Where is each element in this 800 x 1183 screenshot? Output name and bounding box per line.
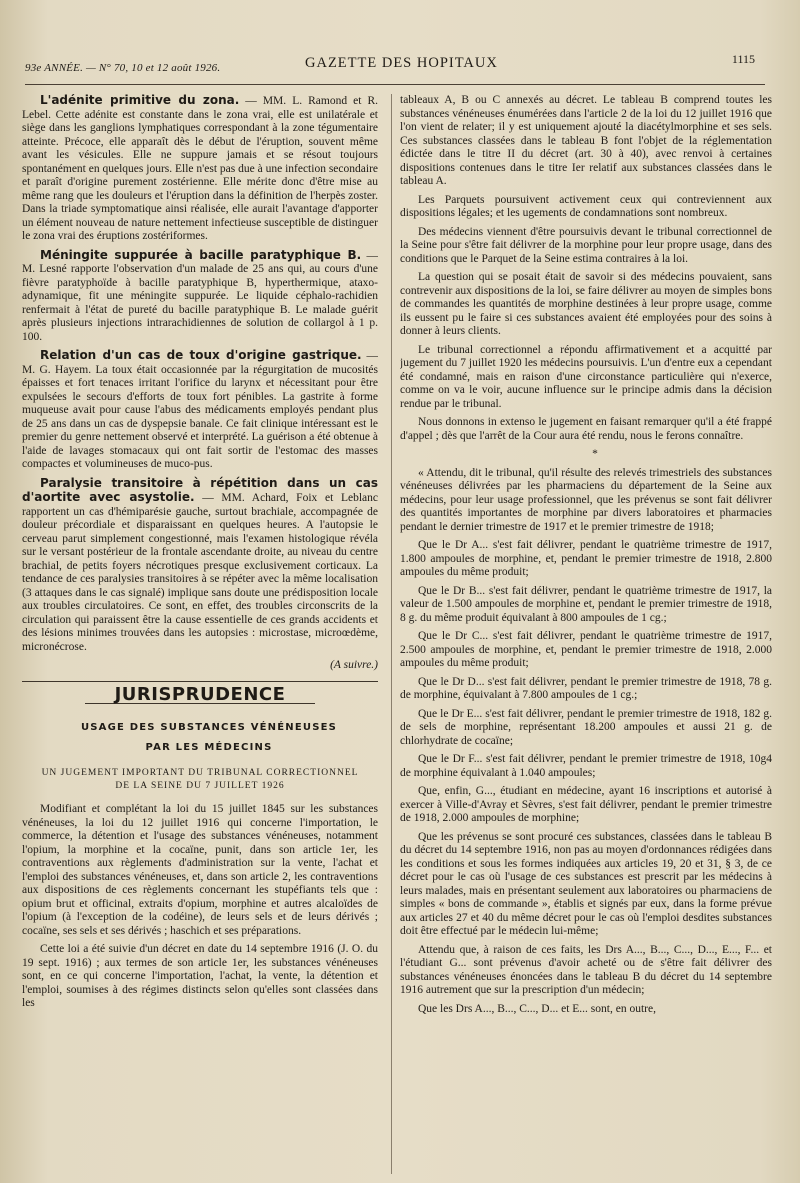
paragraph: Les Parquets poursuivent activement ceux qui contreviennent aux dispositions légales; et les ugements de condamnations sont nombreux. xyxy=(400,193,772,219)
article-paralysie xyxy=(22,477,378,655)
paragraph: Que le Dr C... s'est fait délivrer, pendant le quatrième trimestre de 1917, 2.500 ampoules de morphine, et, pendant le premier trimestre de 1918, 2.000 ampoules du même produit; xyxy=(400,630,772,669)
paragraph: Modifiant et complétant la loi du 15 juillet 1845 sur les substances vénéneuses, la loi du 12 juillet 1916 qui concerne l'importation, le commerce, la détention et l'usage des substances vénéneuses, notamment l'opium, la morphine et la cocaïne, punit, dans son article 1er, les contraventions aux règlements d'administration sur la vente, l'achat et l'emploi des substances vénéneuses, et, dans son article 2, les contraventions aux dispositions de ces règlements concernant les stupéfiants tels que : opium brut et officinal, extraits d'opium, morphine et autres alcaloïdes de l'opium (à l'exception de la codéine), de leurs sels et de leurs dérivés ; cocaïne, ses sels et ses dérivés ; haschich et ses préparations. xyxy=(22,803,378,937)
paragraph: Nous donnons in extenso le jugement en faisant remarquer qu'il a été frappé d'appel ; dès que l'arrêt de la Cour aura été rendu, nous le ferons connaître. xyxy=(400,416,772,442)
left-column xyxy=(22,94,378,1174)
paragraph: « Attendu, dit le tribunal, qu'il résulte des relevés trimestriels des substances vénéneuses délivrées par les pharmaciens du département de la Seine aux médecins, pour leur usage professionnel, que les prévenus se sont fait délivrer des quantités importantes de morphine par divers laboratoires et pharmacies pendant le dernier trimestre de 1917 et le premier trimestre de 1918; xyxy=(400,466,772,533)
page-number: 1115 xyxy=(731,52,755,66)
judgment-heading xyxy=(22,767,378,793)
subheading-line-2: PAR LES MÉDECINS xyxy=(145,742,273,753)
subheading-line-1: USAGE DES SUBSTANCES VÉNÉNEUSES xyxy=(80,722,338,733)
judgment-heading-line-2: DE LA SEINE DU 7 JUILLET 1926 xyxy=(115,781,285,791)
article-toux xyxy=(22,349,378,472)
paragraph: Que, enfin, G..., étudiant en médecine, ayant 16 inscriptions et autorisé à exercer à Ville-d'Avray et Sèvres, s'est fait délivrer, pendant le premier trimestre de 1918, 2.000 ampoules de morphine; xyxy=(400,785,772,824)
journal-title: GAZETTE DES HOPITAUX xyxy=(305,55,498,71)
section-title: JURISPRUDENCE xyxy=(114,683,286,705)
paragraph: Des médecins viennent d'être poursuivis devant le tribunal correctionnel de la Seine pour s'être fait délivrer de la morphine pour leur propre usage, dans des conditions que le Parquet de la Seine estima contraires à la loi. xyxy=(400,225,772,265)
paragraph: Que les Drs A..., B..., C..., D... et E... sont, en outre, xyxy=(418,1002,656,1015)
paragraph: Que les prévenus se sont procuré ces substances, classées dans le tableau B du décret du 14 septembre 1916, non pas au moyen d'ordonnances rédigées dans les conditions et sous les formes indiquées aux articles 19, 20 et 31, § 3, de ce décret pour le cas où l'usage de ces substances est prescrit par les médecins à leurs malades, mais en présentant seulement aux laboratoires ou pharmaciens de simples « bons de commande », établis et signés par eux, dans la forme prévue aux articles 27 et 40 du même décret pour le cas où l'emploi desdites substances doit être effectué par le médecin lui-même; xyxy=(400,830,772,937)
article-adenite xyxy=(22,94,378,244)
article-body: — MM. Achard, Foix et Leblanc rapportent un cas d'hémiparésie gauche, surtout brachiale, accompagnée de douleur précordiale et disparaissant en quelques heures. A l'autopsie le cerveau parut simplement congestionné, mais l'examen histologique révéla sur le versant postérieur de la frontale ascendante droite, au niveau du centre brachial, de petits foyers nécrotiques presque exclusivement corticaux. La tendance de ces paralysies transitoires à se répéter avec la même localisation (3 attaques dans le cas signalé) implique sans doute une prédisposition locale aux troubles circulatoires. Ce sont, en effet, des troubles circonscrits de la circulation qui paraissent être la cause essentielle de ces grands accidents et des lésions minimes trouvées dans les autopsies : microstase, microœdème, micronécrose. xyxy=(22,492,378,653)
paragraph: La question qui se posait était de savoir si des médecins pouvaient, sans contrevenir aux dispositions de la loi, se faire délivrer au moyen de simples bons de commandes les quantités de morphine destinées à leur propre usage, comme ils eussent pu le faire si ces substances avaient été employées pour des soins à donner à leurs clients. xyxy=(400,271,772,337)
issue-line: 93e ANNÉE. — N° 70, 10 et 12 août 1926. xyxy=(25,62,221,74)
to-be-continued: (A suivre.) xyxy=(330,659,378,671)
paragraph: Que le Dr D... s'est fait délivrer, pendant le premier trimestre de 1918, 78 g. de morphine, équivalant à 7.800 ampoules de 1 cg.; xyxy=(400,675,772,701)
article-heading: Paralysie transitoire à répétition dans un cas d'aortite avec asystolie. xyxy=(22,475,378,504)
paragraph: Cette loi a été suivie d'un décret en date du 14 septembre 1916 (J. O. du 19 sept. 1916) ; aux termes de son article 1er, les substances vénéneuses sont, en ce qui concerne l'importation, l'achat, la vente, la détention et l'emploi, soumises à des régimes distincts selon qu'elles sont classées dans les xyxy=(22,943,378,1009)
article-meningite xyxy=(22,249,378,345)
paragraph: tableaux A, B ou C annexés au décret. Le tableau B comprend toutes les substances vénéneuses énumérées dans l'article 2 de la loi du 12 juillet 1916 que l'on vient de relater; il y est uniquement ajouté la diacétylmorphine et ses sels. Ces substances classées dans le tableau B font l'objet de la réglementation édictée dans le titre II du décret (art. 30 à 40), avec renvoi à certaines dispositions contenues dans le titre Ier relatif aux substances classées dans le tableau A. xyxy=(400,94,772,187)
paragraph: Le tribunal correctionnel a répondu affirmativement et a acquitté par jugement du 7 juillet 1920 les médecins poursuivis. L'un d'entre eux a cependant été condamné, mais en raison d'une circonstance particulière qui n'exerce, comme on va le voir, aucune influence sur le principe admis dans la décision rendue par le tribunal. xyxy=(400,343,772,410)
article-heading: Relation d'un cas de toux d'origine gastrique. xyxy=(40,348,362,362)
article-body: — MM. L. Ramond et R. Lebel. Cette adénite est constante dans le zona vrai, elle est unilatérale et siège dans les ganglions lymphatiques correspondant à la zone tégumentaire atteinte. Précoce, elle apparaît dès le début de l'éruption, souvent même avant les vésicules. Elle ne suppure jamais et se résout toujours spontanément en quelques jours. Elle n'est pas due à une infection secondaire et paraît d'origine purement zostérienne. Elle mérite donc d'être mise au même rang que les douleurs et l'éruption dans la définition de l'herpès zoster. Dans la triade symptomatique ainsi réalisée, elle aurait l'avantage d'apporter un élément nouveau de nature nettement infectieuse susceptible de distinguer le zona vrai des éruptions zostériformes. xyxy=(22,95,378,242)
article-heading: Méningite suppurée à bacille paratyphique B. xyxy=(40,247,362,262)
article-heading: L'adénite primitive du zona. xyxy=(40,94,240,107)
paragraph: Que le Dr E... s'est fait délivrer, pendant le premier trimestre de 1918, 182 g. de sels de morphine, représentant 18.200 ampoules et aussi 21 g. de chlorhydrate de cocaïne; xyxy=(400,707,772,747)
paragraph: Que le Dr B... s'est fait délivrer, pendant le quatrième trimestre de 1917, la valeur de 1.500 ampoules de morphine et, pendant le premier trimestre de 1918, 8 g. du même produit équivalant à 800 ampoules de 1 cg.; xyxy=(400,584,772,624)
article-body: — M. Lesné rapporte l'observation d'un malade de 25 ans qui, au cours d'une fièvre paratyphoïde à bacille paratyphique B, hyperthermique, ataxo-adynamique, fit une méningite suppurée. Le liquide céphalo-rachidien renfermait à l'état de pureté du bacille paratyphique B. Le malade guérit après plusieurs injections intrarachidiennes de solution de collargol à 1 p. 100. xyxy=(22,249,378,343)
right-column xyxy=(400,94,772,1174)
paragraph: Que le Dr A... s'est fait délivrer, pendant le quatrième trimestre de 1917, 1.800 ampoules de morphine, et, pendant le premier trimestre de 1918, 2.800 ampoules du même produit; xyxy=(400,539,772,578)
paragraph: Que le Dr F... s'est fait délivrer, pendant le premier trimestre de 1918, 10g4 de morphine équivalant à 1.040 ampoules; xyxy=(400,753,772,779)
paragraph: Attendu que, à raison de ces faits, les Drs A..., B..., C..., D..., E..., F... et l'étudiant G... sont prévenus d'avoir acheté ou de s'être fait délivrer des substances vénéneuses énoncées dans le tableau B du décret du 14 septembre 1916 autrement que sur la prescription d'un médecin; xyxy=(400,943,772,996)
column-divider xyxy=(391,94,392,1174)
section-rule xyxy=(22,681,378,682)
header-rule xyxy=(25,84,765,85)
judgment-heading-line-1: UN JUGEMENT IMPORTANT DU TRIBUNAL CORRECTIONNEL xyxy=(41,768,359,778)
article-body: — M. G. Hayem. La toux était occasionnée par la régurgitation de mucosités épaisses et fort tenaces irritant l'orifice du larynx et nécessitant pour être expulsées le secours d'efforts de toux fort pénibles. La gastrite à forme muqueuse avait pour cause l'abus des médicaments employés pendant plus de 25 ans dans un cas de dyspepsie banale. Ce fait clinique intéressant est le premier du genre nettement observé et interprété. La guérison a été obtenue à l'aide de lavages stomacaux qui ont fait sortir de l'estomac des masses compactes et volumineuses de muco-pus. xyxy=(22,350,378,470)
asterisk-separator: * xyxy=(592,448,598,460)
page-header xyxy=(25,52,755,76)
